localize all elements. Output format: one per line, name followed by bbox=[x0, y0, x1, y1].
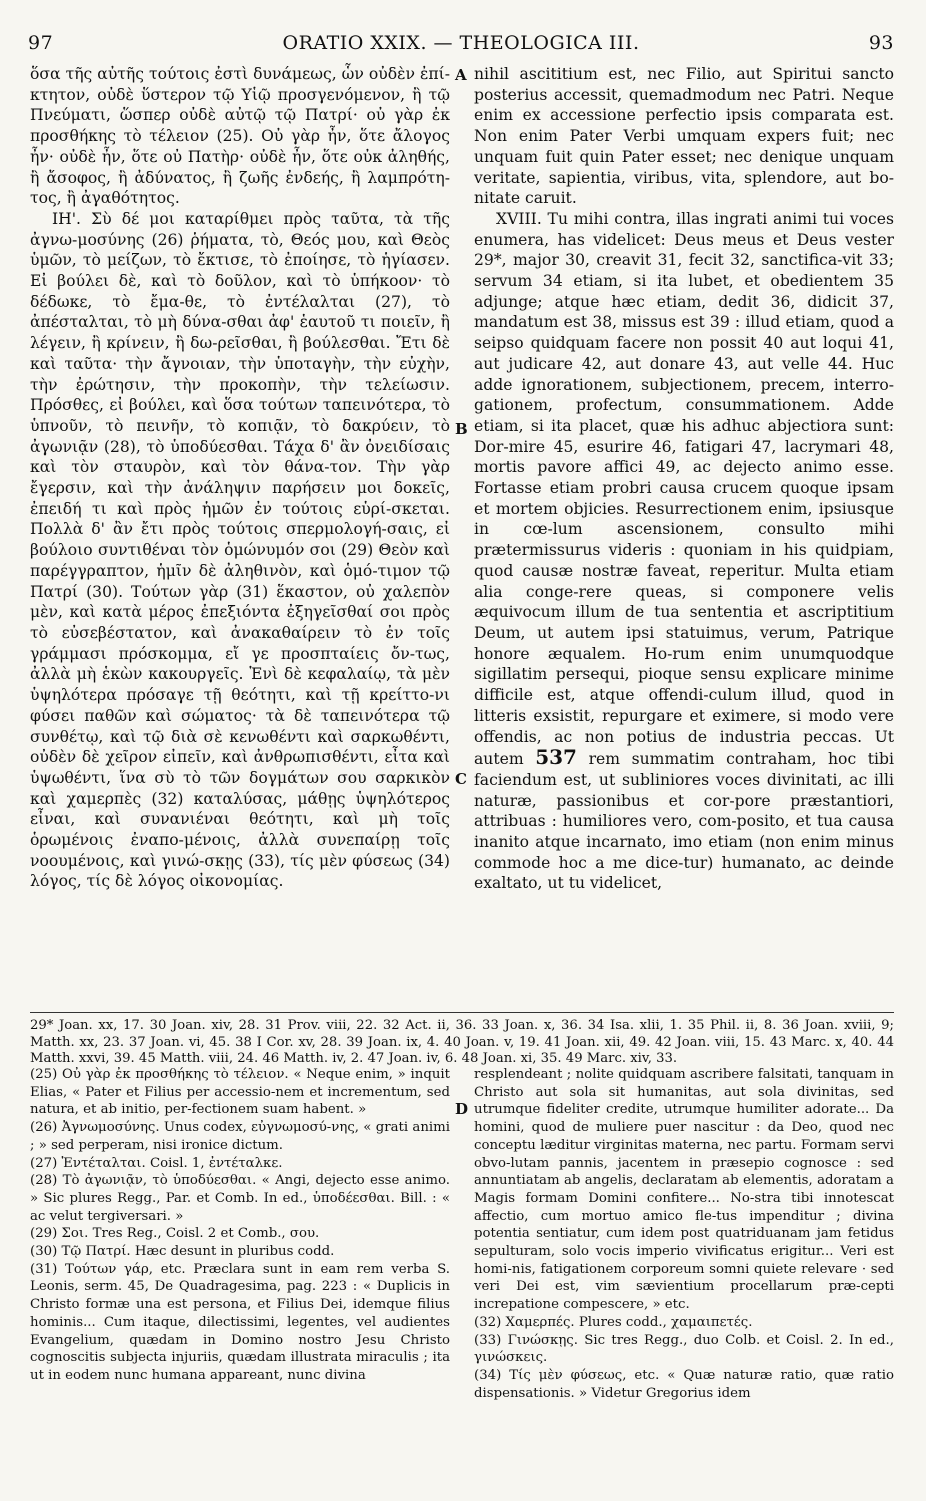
footnotes-right bbox=[474, 1066, 894, 1402]
latin-column bbox=[474, 64, 894, 894]
footnote-divider bbox=[30, 1012, 894, 1013]
footnote: (34) Τίς μὲν φύσεως, etc. « Quæ naturæ ratio, quæ ratio dispensationis. » Videtur Gregorius idem bbox=[474, 1367, 894, 1401]
footnote: (28) Τὸ ἀγωνιᾷν, τὸ ὑποδύεσθαι. « Angi, dejecto esse animo. » Sic plures Regg., Par. et Comb. In ed., ὑποδέεσθαι. Bill. : « ac velut tergiversari. » bbox=[30, 1173, 450, 1224]
page-number-right: 93 bbox=[868, 32, 894, 54]
latin-text: rem summatim contraham, hoc tibi faciendum est, ut subliniores voces divinitati, ac illi naturæ, passionibus et cor-pore præstantiori, attribuas : humiliores vero, com-posito, et tua causa inanito atque incarnato, imo etiam (non enim minus commode hoc a me dice-tur) humanato, ac deinde exaltato, ut tu videlicet, bbox=[474, 750, 894, 893]
greek-column bbox=[30, 64, 450, 892]
footnote: (29) Σοι. Tres Reg., Coisl. 2 et Comb., σου. bbox=[30, 1226, 320, 1242]
footnote: (30) Τῷ Πατρί. Hæc desunt in pluribus codd. bbox=[30, 1244, 335, 1260]
footnote: (25) Οὐ γὰρ ἐκ προσθήκης τὸ τέλειον. « Neque enim, » inquit Elias, « Pater et Filius per accessio-nem et incrementum, sed natura, et ab initio, per-fectionem suam habent. » bbox=[30, 1067, 450, 1118]
footnote: (27) Ἐντέταλται. Coisl. 1, ἐντέταλκε. bbox=[30, 1155, 283, 1171]
footnote: (33) Γινώσκῃς. Sic tres Regg., duo Colb. et Coisl. 2. In ed., γινώσκεις. bbox=[474, 1332, 894, 1366]
running-header bbox=[28, 32, 894, 58]
reference-list: 29* Joan. xx, 17. 30 Joan. xiv, 28. 31 Prov. viii, 22. 32 Act. ii, 36. 33 Joan. x, 36. 34 Isa. xlii, 1. 35 Phil. ii, 8. 36 Joan. xviii, 9; Matth. xx, 23. 37 Joan. vi, 45. 38 I Cor. xv, 28. 39 Joan. ix, 4. 40 Joan. v, 19. 41 Joan. xii, 49. 42 Joan. viii, 15. 43 Marc. x, 40. 44 Matth. xxvi, 39. 45 Matth. viii, 24. 46 Matth. iv, 2. 47 Joan. iv, 6. 48 Joan. xi, 35. 49 Marc. xiv, 33. bbox=[30, 1018, 894, 1067]
running-title: ORATIO XXIX. — THEOLOGICA III. bbox=[282, 32, 640, 54]
margin-letter-a: A bbox=[455, 66, 467, 84]
margin-letter-d: D bbox=[455, 1100, 469, 1118]
footnote: resplendeant ; nolite quidquam ascribere falsitati, tanquam in Christo aut sola sit humanitas, aut sola divinitas, sed utrumque fideliter credite, utrumque humiliter adorate... Da homini, quod de muliere puer nascitur : da Deo, quod nec conceptu læditur virginitas materna, nec partu. Formam servi obvo-lutam pannis, jacentem in præsepio cognosce : sed annuntiatam ab angelis, declaratam ab elementis, adoratam a Magis formam Domini confitere... No-stra tibi innotescat affectio, cum mortuo amico fle-tus impenditur ; divina potentia sentiatur, cum idem post quatriduanam jam fetidus sepulturam, solo vocis imperio vivificatus erigitur... Veri est homi-nis, fatigationem corporeum somni quiete relevare · sed veri Dei est, vim sævientium procellarum præ-cepti increpatione compescere, » etc. bbox=[474, 1067, 894, 1313]
footnotes-left bbox=[30, 1066, 450, 1385]
column-number: 537 bbox=[535, 745, 577, 770]
latin-text: XVIII. Tu mihi contra, illas ingrati animi tui voces enumera, has videlicet: Deus meus et Deus vester 29*, major 30, creavit 31, fecit 32, sanctifica-vit 33; servum 34 etiam, si ita lubet, et obedientem 35 adjunge; atque hæc etiam, dedit 36, didicit 37, mandatum est 38, missus est 39 : illud etiam, quod a seipso quidquam facere non possit 40 aut loqui 41, aut judicare 42, aut donare 43, aut velle 44. Huc adde ignorationem, subjectionem, precem, interro-gationem, profectum, consummationem. Adde etiam, si ita placet, quæ his adhuc abjectiora sunt: Dor-mire 45, esurire 46, fatigari 47, lacrymari 48, mortis pavore affici 49, ac dejecto animo esse. Fortasse etiam probri causa crucem quoque ipsam et mortem objicies. Resurrectionem enim, ipsiusque in cœ-lum ascensionem, consulto mihi prætermissurus videris : quoniam in his quidpiam, quod causæ nostræ faveat, reperitur. Multa etiam alia conge-rere queas, si componere velis æquivocum illum de tua sententia et ascriptitium Deum, ut autem ipsi statuimus, verum, Patrique honore æqualem. Ho-rum enim unumquodque sigillatim persequi, pioque sensu explicare minime difficile est, atque offendi-culum illud, quod in litteris exsistit, repurgare et eximere, si modo vere offendis, ac non potius de industria peccas. Ut autem bbox=[474, 209, 894, 769]
footnote: (31) Τούτων γάρ, etc. Præclara sunt in eam rem verba S. Leonis, serm. 45, De Quadragesima, pag. 223 : « Duplicis in Christo formæ una est persona, et Filius Dei, idemque filius hominis... Cum itaque, dilectissimi, legentes, vel audientes Evangelium, quædam in Domino nostro Jesu Christo cognoscitis subjecta injuriis, quædam illustrata miraculis ; ita ut in eodem nunc humana appareant, nunc divina bbox=[30, 1261, 450, 1383]
scripture-references bbox=[30, 1018, 894, 1068]
page-number-left: 97 bbox=[28, 32, 54, 54]
footnote: (26) Ἀγνωμοσύνης. Unus codex, εὐγνωμοσύ-νης, « grati animi ; » sed perperam, nisi ironice dictum. bbox=[30, 1120, 450, 1153]
latin-paragraph bbox=[474, 209, 894, 894]
greek-paragraph: ΙΗ'. Σὺ δέ μοι καταρίθμει πρὸς ταῦτα, τὰ τῆς ἀγνω-μοσύνης (26) ῥήματα, τὸ, Θεός μου, καὶ Θεὸς ὑμῶν, τὸ μείζων, τὸ ἔκτισε, τὸ ἐποίησε, τὸ ἡγίασεν. Εἰ βούλει δὲ, καὶ τὸ δοῦλον, καὶ τὸ ὑπήκοον· τὸ δέδωκε, τὸ ἔμα-θε, τὸ ἐντέλαλται (27), τὸ ἀπέσταλται, τὸ μὴ δύνα-σθαι ἀφ' ἑαυτοῦ τι ποιεῖν, ἢ λέγειν, ἢ κρίνειν, ἢ δω-ρεῖσθαι, ἢ βούλεσθαι. Ἔτι δὲ καὶ ταῦτα· τὴν ἄγνοιαν, τὴν ὑποταγὴν, τὴν εὐχὴν, τὴν ἐρώτησιν, τὴν προκοπὴν, τὴν τελείωσιν. Πρόσθες, εἰ βούλει, καὶ ὅσα τούτων ταπεινότερα, τὸ ὑπνοῦν, τὸ πεινῆν, τὸ κοπιᾷν, τὸ δακρύειν, τὸ ἀγωνιᾷν (28), τὸ ὑποδύεσθαι. Τάχα δ' ἂν ὀνειδίσαις καὶ τὸν σταυρὸν, καὶ τὸν θάνα-τον. Τὴν γὰρ ἔγερσιν, καὶ τὴν ἀνάληψιν παρήσειν μοι δοκεῖς, ἐπειδή τι καὶ πρὸς ἡμῶν ἐν τούτοις εὑρί-σκεται. Πολλὰ δ' ἂν ἔτι πρὸς τούτοις σπερμολογή-σαις, εἰ βούλοιο συντιθέναι τὸν ὁμώνυμόν σοι (29) Θεὸν καὶ παρέγγραπτον, ἡμῖν δὲ ἀληθινὸν, καὶ ὁμό-τιμον τῷ Πατρί (30). Τούτων γὰρ (31) ἕκαστον, οὐ χαλεπὸν μὲν, καὶ κατὰ μέρος ἐπεξιόντα ἐξηγεῖσθαί σοι πρὸς τὸ εὐσεβέστατον, καὶ ἀνακαθαίρειν τὸ ἐν τοῖς γράμμασι πρόσκομμα, εἴ γε προσπταίεις ὄν-τως, ἀλλὰ μὴ ἑκὼν κακουργεῖς. Ἑνὶ δὲ κεφαλαίῳ, τὰ μὲν ὑψηλότερα πρόσαγε τῇ θεότητι, καὶ τῇ κρείττο-νι φύσει παθῶν καὶ σώματος· τὰ δὲ ταπεινότερα τῷ συνθέτῳ, καὶ τῷ διὰ σὲ κενωθέντι καὶ σαρκωθέντι, οὐδὲν δὲ χεῖρον εἰπεῖν, καὶ ἀνθρωπισθέντι, εἶτα καὶ ὑψωθέντι, ἵνα σὺ τὸ τῶν δογμάτων σου σαρκικὸν καὶ χαμερπὲς (32) καταλύσας, μάθῃς ὑψηλότερος εἶναι, καὶ συνανιέναι θεότητι, καὶ μὴ τοῖς ὁρωμένοις ἐναπο-μένοις, ἀλλὰ συνεπαίρῃ τοῖς νοουμένοις, καὶ γινώ-σκῃς (33), τίς μὲν φύσεως (34) λόγος, τίς δὲ λόγος οἰκονομίας. bbox=[30, 209, 450, 891]
greek-paragraph: ὅσα τῆς αὐτῆς τούτοις ἐστὶ δυνάμεως, ὧν οὐδὲν ἐπί-κτητον, οὐδὲ ὕστερον τῷ Υἱῷ προσγενόμενον, ἢ τῷ Πνεύματι, ὥσπερ οὐδὲ αὐτῷ τῷ Πατρί· οὐ γὰρ ἐκ προσθήκης τὸ τέλειον (25). Οὐ γὰρ ἦν, ὅτε ἄλογος ἦν· οὐδὲ ἦν, ὅτε οὐ Πατὴρ· οὐδὲ ἦν, ὅτε οὐκ ἀληθής, ἢ ἄσοφος, ἢ ἀδύνατος, ἢ ζωῆς ἐνδεής, ἢ λαμπρότη-τος, ἢ ἀγαθότητος. bbox=[30, 65, 450, 208]
margin-letter-c: C bbox=[455, 770, 467, 788]
margin-letter-b: B bbox=[455, 420, 468, 438]
latin-paragraph: nihil ascititium est, nec Filio, aut Spiritui sancto posterius accessit, quemadmodum nec Patri. Neque enim ex accessione perfectio ipsis comparata est. Non enim Pater Verbi umquam expers fuit; nec unquam fuit quin Pater esset; nec denique unquam veritate, sapientia, viribus, vita, splendore, aut bo-nitate caruit. bbox=[474, 65, 894, 208]
footnote: (32) Χαμερπές. Plures codd., χαμαιπετές. bbox=[474, 1314, 753, 1330]
